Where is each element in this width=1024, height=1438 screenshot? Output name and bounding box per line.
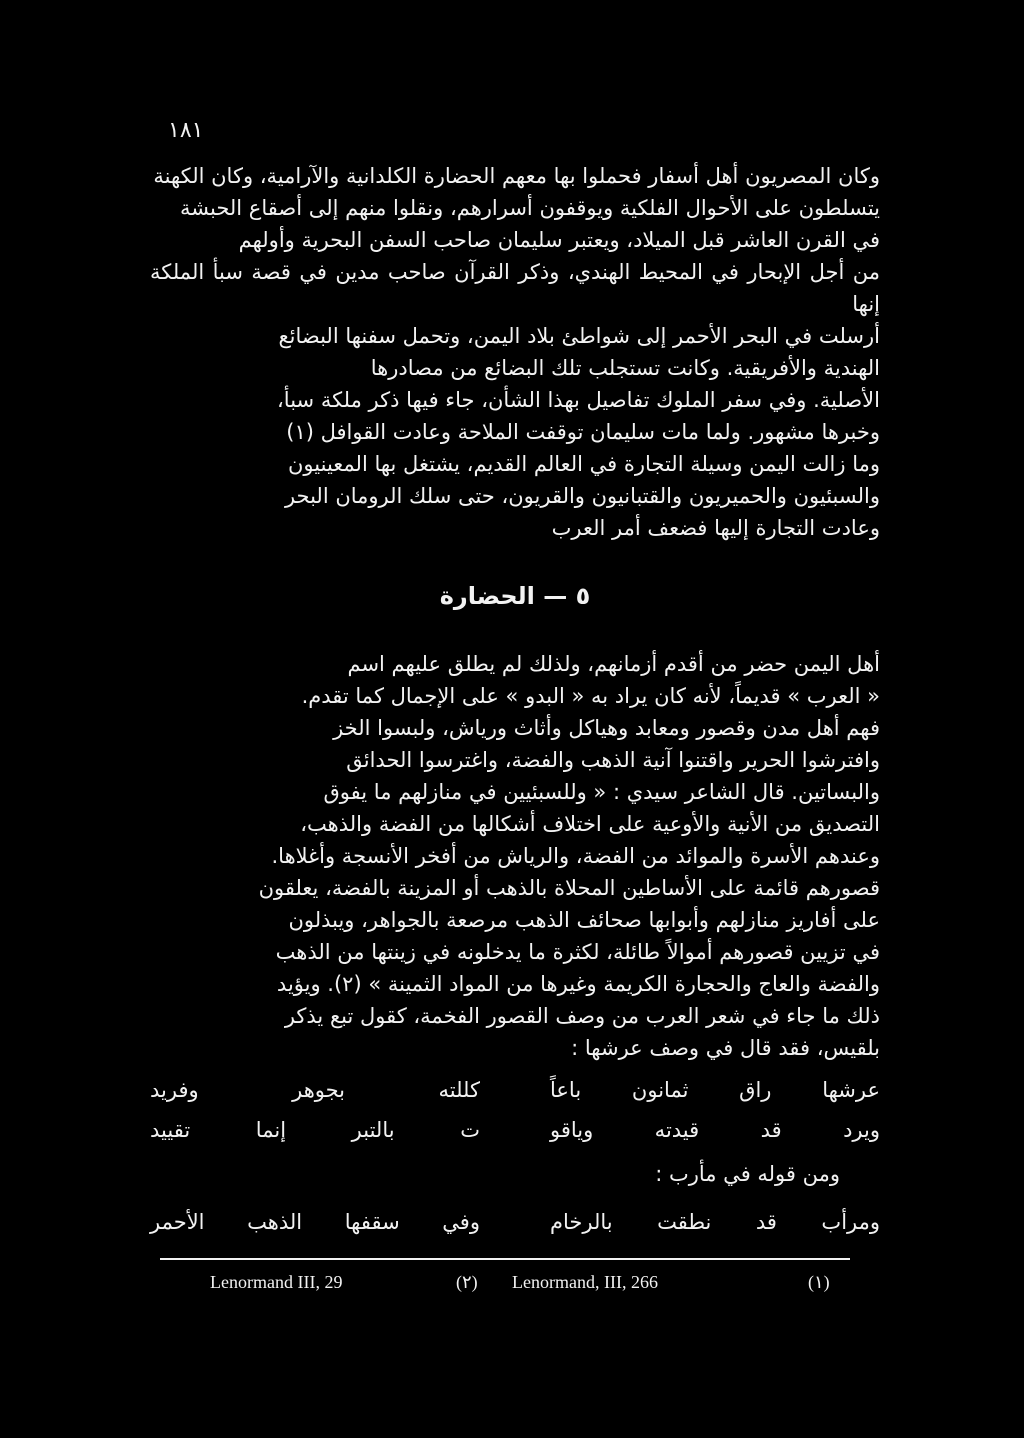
page-number: ١٨١: [168, 118, 204, 143]
text-line: ذلك ما جاء في شعر العرب من وصف القصور الفخمة، كقول تبع يذكر: [284, 1004, 880, 1028]
text-line: والسبئيون والحميريون والقتبانيون والقريون، حتى سلك الرومان البحر: [284, 484, 880, 508]
verse-second-hemistich: وفي سقفها الذهب الأحمر: [150, 1210, 480, 1234]
text-line: التصديق من الأنية والأوعية على اختلاف أشكالها من الفضة والذهب،: [300, 812, 880, 836]
text-line: بلقيس، فقد قال في وصف عرشها :: [571, 1036, 880, 1060]
paragraph-civilization: [150, 648, 880, 1064]
verse-first-hemistich: عرشها راق ثمانون باعاً: [550, 1078, 880, 1102]
text-line: من أجل الإبحار في المحيط الهندي، وذكر القرآن صاحب مدين في قصة سبأ الملكة إنها: [150, 260, 880, 316]
text-line: أهل اليمن حضر من أقدم أزمانهم، ولذلك لم يطلق عليهم اسم: [347, 652, 880, 676]
footnote-1: [512, 1272, 830, 1293]
footnote-text: Lenormand III, 29: [210, 1272, 343, 1292]
text-line: والفضة والعاج والحجارة الكريمة وغيرها من المواد الثمينة » (٢). ويؤيد: [276, 972, 880, 996]
text-line: وخبرها مشهور. ولما مات سليمان توقفت الملاحة وعادت القوافل (١): [286, 420, 880, 444]
text-line: والبساتين. قال الشاعر سيدي : « وللسبئيين في منازلهم ما يفوق: [323, 780, 880, 804]
text-line: وعندهم الأسرة والموائد من الفضة، والرياش من أفخر الأنسجة وأغلاها.: [271, 844, 880, 868]
text-line: الأصلية. وفي سفر الملوك تفاصيل بهذا الشأن، جاء فيها ذكر ملكة سبأ،: [277, 388, 880, 412]
footnote-2: [210, 1272, 478, 1293]
text-line: يتسلطون على الأحوال الفلكية ويوقفون أسرارهم، ونقلوا منهم إلى أصقاع الحبشة: [180, 196, 880, 220]
verse-first-hemistich: ومرأب قد نطقت بالرخام: [550, 1210, 880, 1234]
text-line: على أفاريز منازلهم وأبوابها صحائف الذهب مرصعة بالجواهر، ويبذلون: [288, 908, 880, 932]
footnotes: [150, 1272, 850, 1298]
text-line: في تزيين قصورهم أموالاً طائلة، لكثرة ما يدخلونه في زينتها من الذهب: [275, 940, 880, 964]
text-line: وكان المصريون أهل أسفار فحملوا بها معهم الحضارة الكلدانية والآرامية، وكان الكهنة: [153, 164, 880, 188]
poem-verse: [150, 1078, 880, 1114]
poem-verse: [150, 1210, 880, 1246]
section-heading: ٥ — الحضارة: [439, 582, 591, 610]
text-line: أرسلت في البحر الأحمر إلى شواطئ بلاد اليمن، وتحمل سفنها البضائع: [278, 324, 880, 348]
text-line: فهم أهل مدن وقصور ومعابد وهياكل وأثاث ورياش، ولبسوا الخز: [333, 716, 880, 740]
verse-second-hemistich: كللته بجوهر وفريد: [150, 1078, 480, 1102]
text-line: وافترشوا الحرير واقتنوا آنية الذهب والفضة، واغترسوا الحدائق: [346, 748, 880, 772]
footnote-marker: (٢): [456, 1272, 478, 1292]
verse-second-hemistich: ت بالتبر إنما تقييد: [150, 1118, 480, 1142]
text-line: قصورهم قائمة على الأساطين المحلاة بالذهب أو المزينة بالفضة، يعلقون: [258, 876, 880, 900]
verse-first-hemistich: ويرد قد قيدته وياقو: [550, 1118, 880, 1142]
footnote-marker: (١): [808, 1272, 830, 1292]
verse-intro: ومن قوله في مأرب :: [655, 1162, 840, 1186]
poem-verse: [150, 1118, 880, 1154]
text-line: الهندية والأفريقية. وكانت تستجلب تلك البضائع من مصادرها: [370, 356, 880, 380]
text-line: « العرب » قديماً، لأنه كان يراد به « البدو » على الإجمال كما تقدم.: [301, 684, 880, 708]
footnote-text: Lenormand, III, 266: [512, 1272, 658, 1292]
footnote-divider: [160, 1258, 850, 1260]
text-line: وعادت التجارة إليها فضعف أمر العرب: [551, 516, 880, 540]
text-line: في القرن العاشر قبل الميلاد، ويعتبر سليمان صاحب السفن البحرية وأولهم: [238, 228, 880, 252]
paragraph-trade: [150, 160, 880, 544]
text-line: وما زالت اليمن وسيلة التجارة في العالم القديم، يشتغل بها المعينيون: [288, 452, 880, 476]
